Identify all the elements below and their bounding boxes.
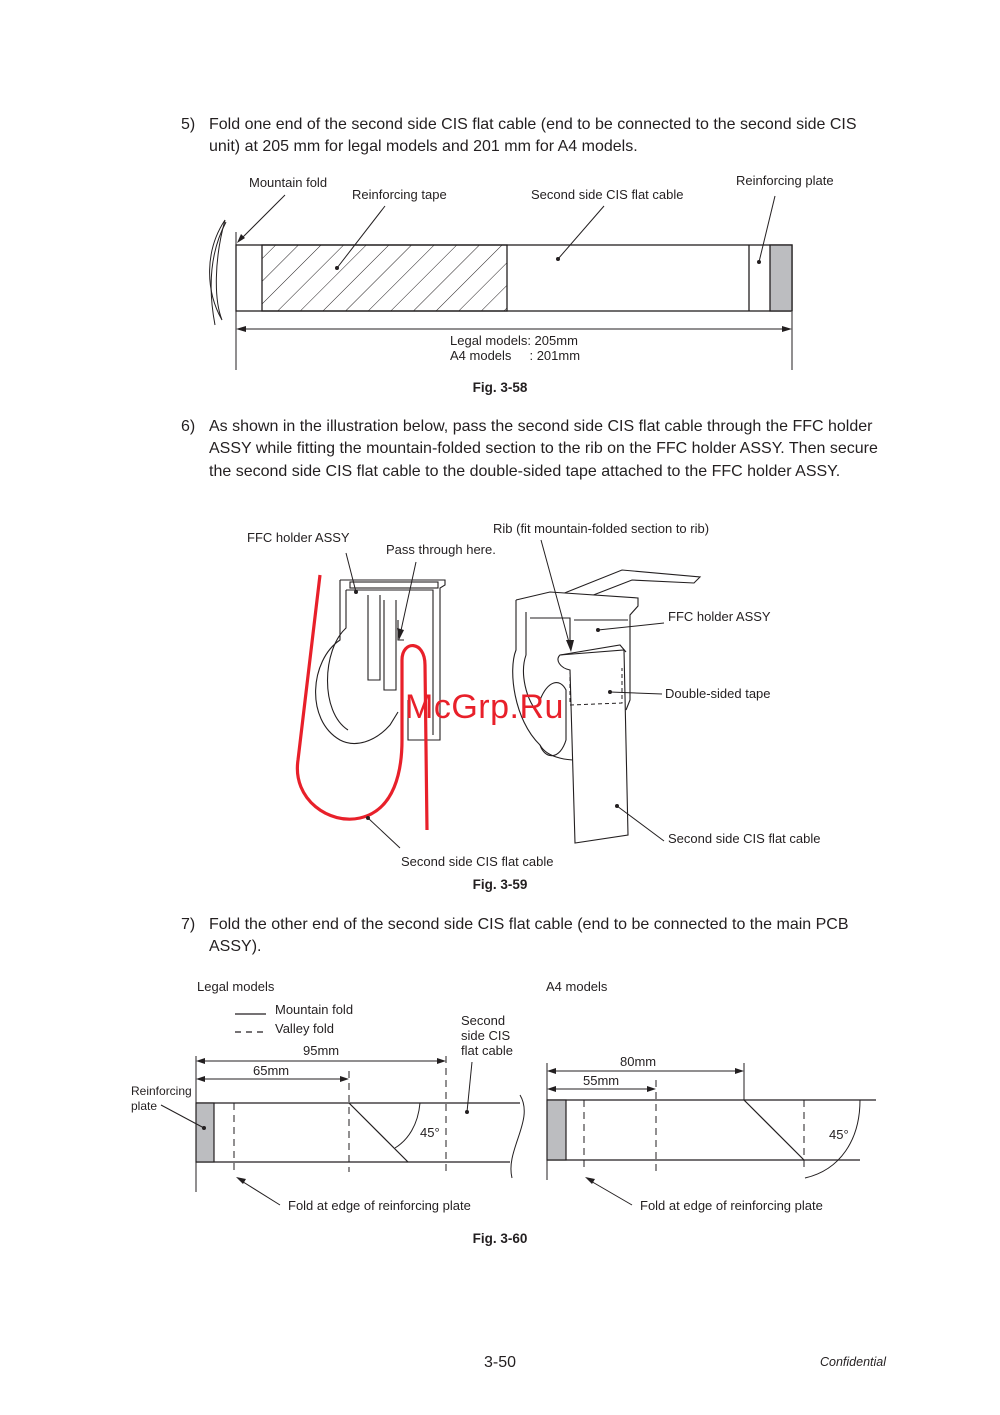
caption-fig-3-59: Fig. 3-59 <box>472 877 528 892</box>
label-cable-1: Second <box>461 1013 506 1028</box>
label-ffc-holder-right: FFC holder ASSY <box>668 609 771 624</box>
label-fold-edge-a4: Fold at edge of reinforcing plate <box>640 1198 823 1213</box>
step-text: As shown in the illustration below, pass the second side CIS flat cable through the FFC holder ASSY while fitting the mountain-folded section to the rib on the FFC holder ASSY. Then secure the second side CIS flat cable to the double-sided tape attached to the FFC holder ASSY. <box>209 418 878 480</box>
label-mountain-fold: Mountain fold <box>249 175 328 190</box>
label-angle-legal: 45° <box>420 1125 440 1140</box>
label-rib: Rib (fit mountain-folded section to rib) <box>493 521 710 536</box>
page-number: 3-50 <box>483 1354 517 1371</box>
label-fold-edge-legal: Fold at edge of reinforcing plate <box>288 1198 471 1213</box>
dim-95: 95mm <box>303 1043 340 1058</box>
step-text: Fold the other end of the second side CIS flat cable (end to be connected to the main PCB ASSY). <box>209 916 849 956</box>
confidential-label: Confidential <box>819 1355 886 1369</box>
label-ffc-holder-left: FFC holder ASSY <box>247 530 350 545</box>
step-number: 6) <box>181 418 196 435</box>
label-cable-bottom: Second side CIS flat cable <box>401 854 554 869</box>
label-flat-cable: Second side CIS flat cable <box>531 187 684 202</box>
dim-65: 65mm <box>253 1063 290 1078</box>
label-double-sided-tape: Double-sided tape <box>665 686 771 701</box>
step-number: 5) <box>181 116 196 133</box>
label-cable-2: side CIS <box>461 1028 511 1043</box>
label-reinforcing-plate: Reinforcing plate <box>736 173 834 188</box>
watermark: McGrp.Ru <box>405 688 564 726</box>
legal-models-diagram <box>131 979 524 1213</box>
legend-mountain: Mountain fold <box>275 1002 354 1017</box>
label-legal-length: Legal models: 205mm <box>450 333 578 348</box>
dim-80: 80mm <box>620 1054 657 1069</box>
caption-fig-3-58: Fig. 3-58 <box>472 380 528 395</box>
label-a4-title: A4 models <box>546 979 608 994</box>
a4-models-diagram <box>546 979 876 1213</box>
label-reinforcing-2: plate <box>131 1099 158 1113</box>
legend-valley: Valley fold <box>275 1021 335 1036</box>
dim-55: 55mm <box>583 1073 620 1088</box>
label-cable-3: flat cable <box>461 1043 514 1058</box>
caption-fig-3-60: Fig. 3-60 <box>472 1231 528 1246</box>
step-number: 7) <box>181 916 196 933</box>
label-reinforcing-1: Reinforcing <box>131 1084 192 1098</box>
label-a4-length: A4 models : 201mm <box>450 348 581 363</box>
label-angle-a4: 45° <box>829 1127 849 1142</box>
label-legal-title: Legal models <box>197 979 275 994</box>
label-pass-through: Pass through here. <box>386 542 496 557</box>
label-cable-right: Second side CIS flat cable <box>668 831 821 846</box>
step-text: Fold one end of the second side CIS flat cable (end to be connected to the second side CIS unit) at 205 mm for legal models and 201 mm for A4 models. <box>209 116 857 156</box>
label-reinforcing-tape: Reinforcing tape <box>352 187 447 202</box>
